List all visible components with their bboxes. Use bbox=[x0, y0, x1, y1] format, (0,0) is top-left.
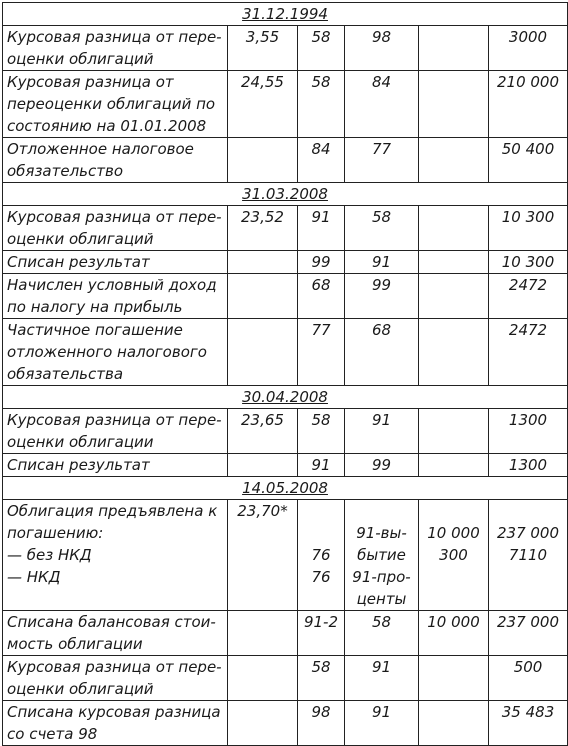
credit-account: 91 bbox=[345, 251, 419, 274]
exchange-rate bbox=[228, 274, 298, 319]
date-row bbox=[3, 386, 568, 409]
ruble-amount: 3000 bbox=[489, 26, 568, 71]
exchange-rate bbox=[228, 251, 298, 274]
exchange-rate: 23,70* bbox=[228, 500, 298, 611]
table-row bbox=[3, 701, 568, 746]
table-row bbox=[3, 206, 568, 251]
section-date: 31.03.2008 bbox=[3, 183, 568, 206]
section-date: 14.05.2008 bbox=[3, 477, 568, 500]
table-row bbox=[3, 26, 568, 71]
currency-amount bbox=[419, 656, 489, 701]
credit-account: 68 bbox=[345, 319, 419, 386]
table-row bbox=[3, 656, 568, 701]
entry-description: Курсовая разница от пере- оценки облигаций bbox=[3, 206, 228, 251]
entry-description: Курсовая разница от пере- оценки облигаций bbox=[3, 26, 228, 71]
credit-account: 84 bbox=[345, 71, 419, 138]
date-row bbox=[3, 477, 568, 500]
debit-account: 98 bbox=[298, 701, 345, 746]
currency-amount bbox=[419, 274, 489, 319]
credit-account: 91 bbox=[345, 409, 419, 454]
debit-account: 91 bbox=[298, 454, 345, 477]
entry-description: Курсовая разница от переоценки облигаций по состоянию на 01.01.2008 bbox=[3, 71, 228, 138]
exchange-rate: 24,55 bbox=[228, 71, 298, 138]
entry-description: Списана балансовая стои- мость облигации bbox=[3, 611, 228, 656]
ruble-amount: 1300 bbox=[489, 454, 568, 477]
debit-account: 91-2 bbox=[298, 611, 345, 656]
section-date: 30.04.2008 bbox=[3, 386, 568, 409]
table-row bbox=[3, 409, 568, 454]
currency-amount bbox=[419, 701, 489, 746]
ruble-amount: 210 000 bbox=[489, 71, 568, 138]
entry-description: Начислен условный доход по налогу на прибыль bbox=[3, 274, 228, 319]
ruble-amount: 10 300 bbox=[489, 206, 568, 251]
credit-account: 98 bbox=[345, 26, 419, 71]
currency-amount: 10 000 300 bbox=[419, 500, 489, 611]
currency-amount bbox=[419, 409, 489, 454]
debit-account: 91 bbox=[298, 206, 345, 251]
table-row bbox=[3, 319, 568, 386]
date-row bbox=[3, 3, 568, 26]
debit-account: 58 bbox=[298, 409, 345, 454]
ruble-amount: 237 000 bbox=[489, 611, 568, 656]
ruble-amount: 50 400 bbox=[489, 138, 568, 183]
currency-amount bbox=[419, 251, 489, 274]
debit-account: 58 bbox=[298, 71, 345, 138]
entry-description: Списан результат bbox=[3, 251, 228, 274]
entry-description: Списан результат bbox=[3, 454, 228, 477]
ruble-amount: 500 bbox=[489, 656, 568, 701]
exchange-rate bbox=[228, 656, 298, 701]
entry-description: Отложенное налоговое обязательство bbox=[3, 138, 228, 183]
accounting-entries-table bbox=[2, 2, 568, 746]
exchange-rate: 23,52 bbox=[228, 206, 298, 251]
table-row bbox=[3, 251, 568, 274]
credit-account: 77 bbox=[345, 138, 419, 183]
currency-amount bbox=[419, 206, 489, 251]
table-row bbox=[3, 454, 568, 477]
currency-amount bbox=[419, 26, 489, 71]
credit-account: 58 bbox=[345, 206, 419, 251]
credit-account: 58 bbox=[345, 611, 419, 656]
section-date: 31.12.1994 bbox=[3, 3, 568, 26]
debit-account: 84 bbox=[298, 138, 345, 183]
exchange-rate bbox=[228, 138, 298, 183]
exchange-rate bbox=[228, 611, 298, 656]
currency-amount bbox=[419, 319, 489, 386]
exchange-rate bbox=[228, 319, 298, 386]
exchange-rate bbox=[228, 701, 298, 746]
date-row bbox=[3, 183, 568, 206]
currency-amount bbox=[419, 454, 489, 477]
entry-description: Списана курсовая разница со счета 98 bbox=[3, 701, 228, 746]
debit-account: 77 bbox=[298, 319, 345, 386]
table-row bbox=[3, 274, 568, 319]
debit-account: 76 76 bbox=[298, 500, 345, 611]
exchange-rate bbox=[228, 454, 298, 477]
entry-description: Курсовая разница от пере- оценки облигации bbox=[3, 409, 228, 454]
ruble-amount: 35 483 bbox=[489, 701, 568, 746]
credit-account: 91-вы- бытие 91-про- центы bbox=[345, 500, 419, 611]
credit-account: 99 bbox=[345, 274, 419, 319]
debit-account: 58 bbox=[298, 26, 345, 71]
ruble-amount: 2472 bbox=[489, 319, 568, 386]
currency-amount bbox=[419, 138, 489, 183]
table-row bbox=[3, 71, 568, 138]
entry-description: Облигация предъявлена к погашению: — без НКД — НКД bbox=[3, 500, 228, 611]
debit-account: 99 bbox=[298, 251, 345, 274]
exchange-rate: 3,55 bbox=[228, 26, 298, 71]
table-row bbox=[3, 611, 568, 656]
debit-account: 58 bbox=[298, 656, 345, 701]
ruble-amount: 10 300 bbox=[489, 251, 568, 274]
credit-account: 91 bbox=[345, 656, 419, 701]
credit-account: 91 bbox=[345, 701, 419, 746]
currency-amount: 10 000 bbox=[419, 611, 489, 656]
debit-account: 68 bbox=[298, 274, 345, 319]
table-row bbox=[3, 138, 568, 183]
ruble-amount: 1300 bbox=[489, 409, 568, 454]
entry-description: Частичное погашение отложенного налогового обязательства bbox=[3, 319, 228, 386]
currency-amount bbox=[419, 71, 489, 138]
exchange-rate: 23,65 bbox=[228, 409, 298, 454]
entry-description: Курсовая разница от пере- оценки облигаций bbox=[3, 656, 228, 701]
ruble-amount: 237 000 7110 bbox=[489, 500, 568, 611]
table-row bbox=[3, 500, 568, 611]
ruble-amount: 2472 bbox=[489, 274, 568, 319]
credit-account: 99 bbox=[345, 454, 419, 477]
ledger-body bbox=[3, 3, 568, 746]
